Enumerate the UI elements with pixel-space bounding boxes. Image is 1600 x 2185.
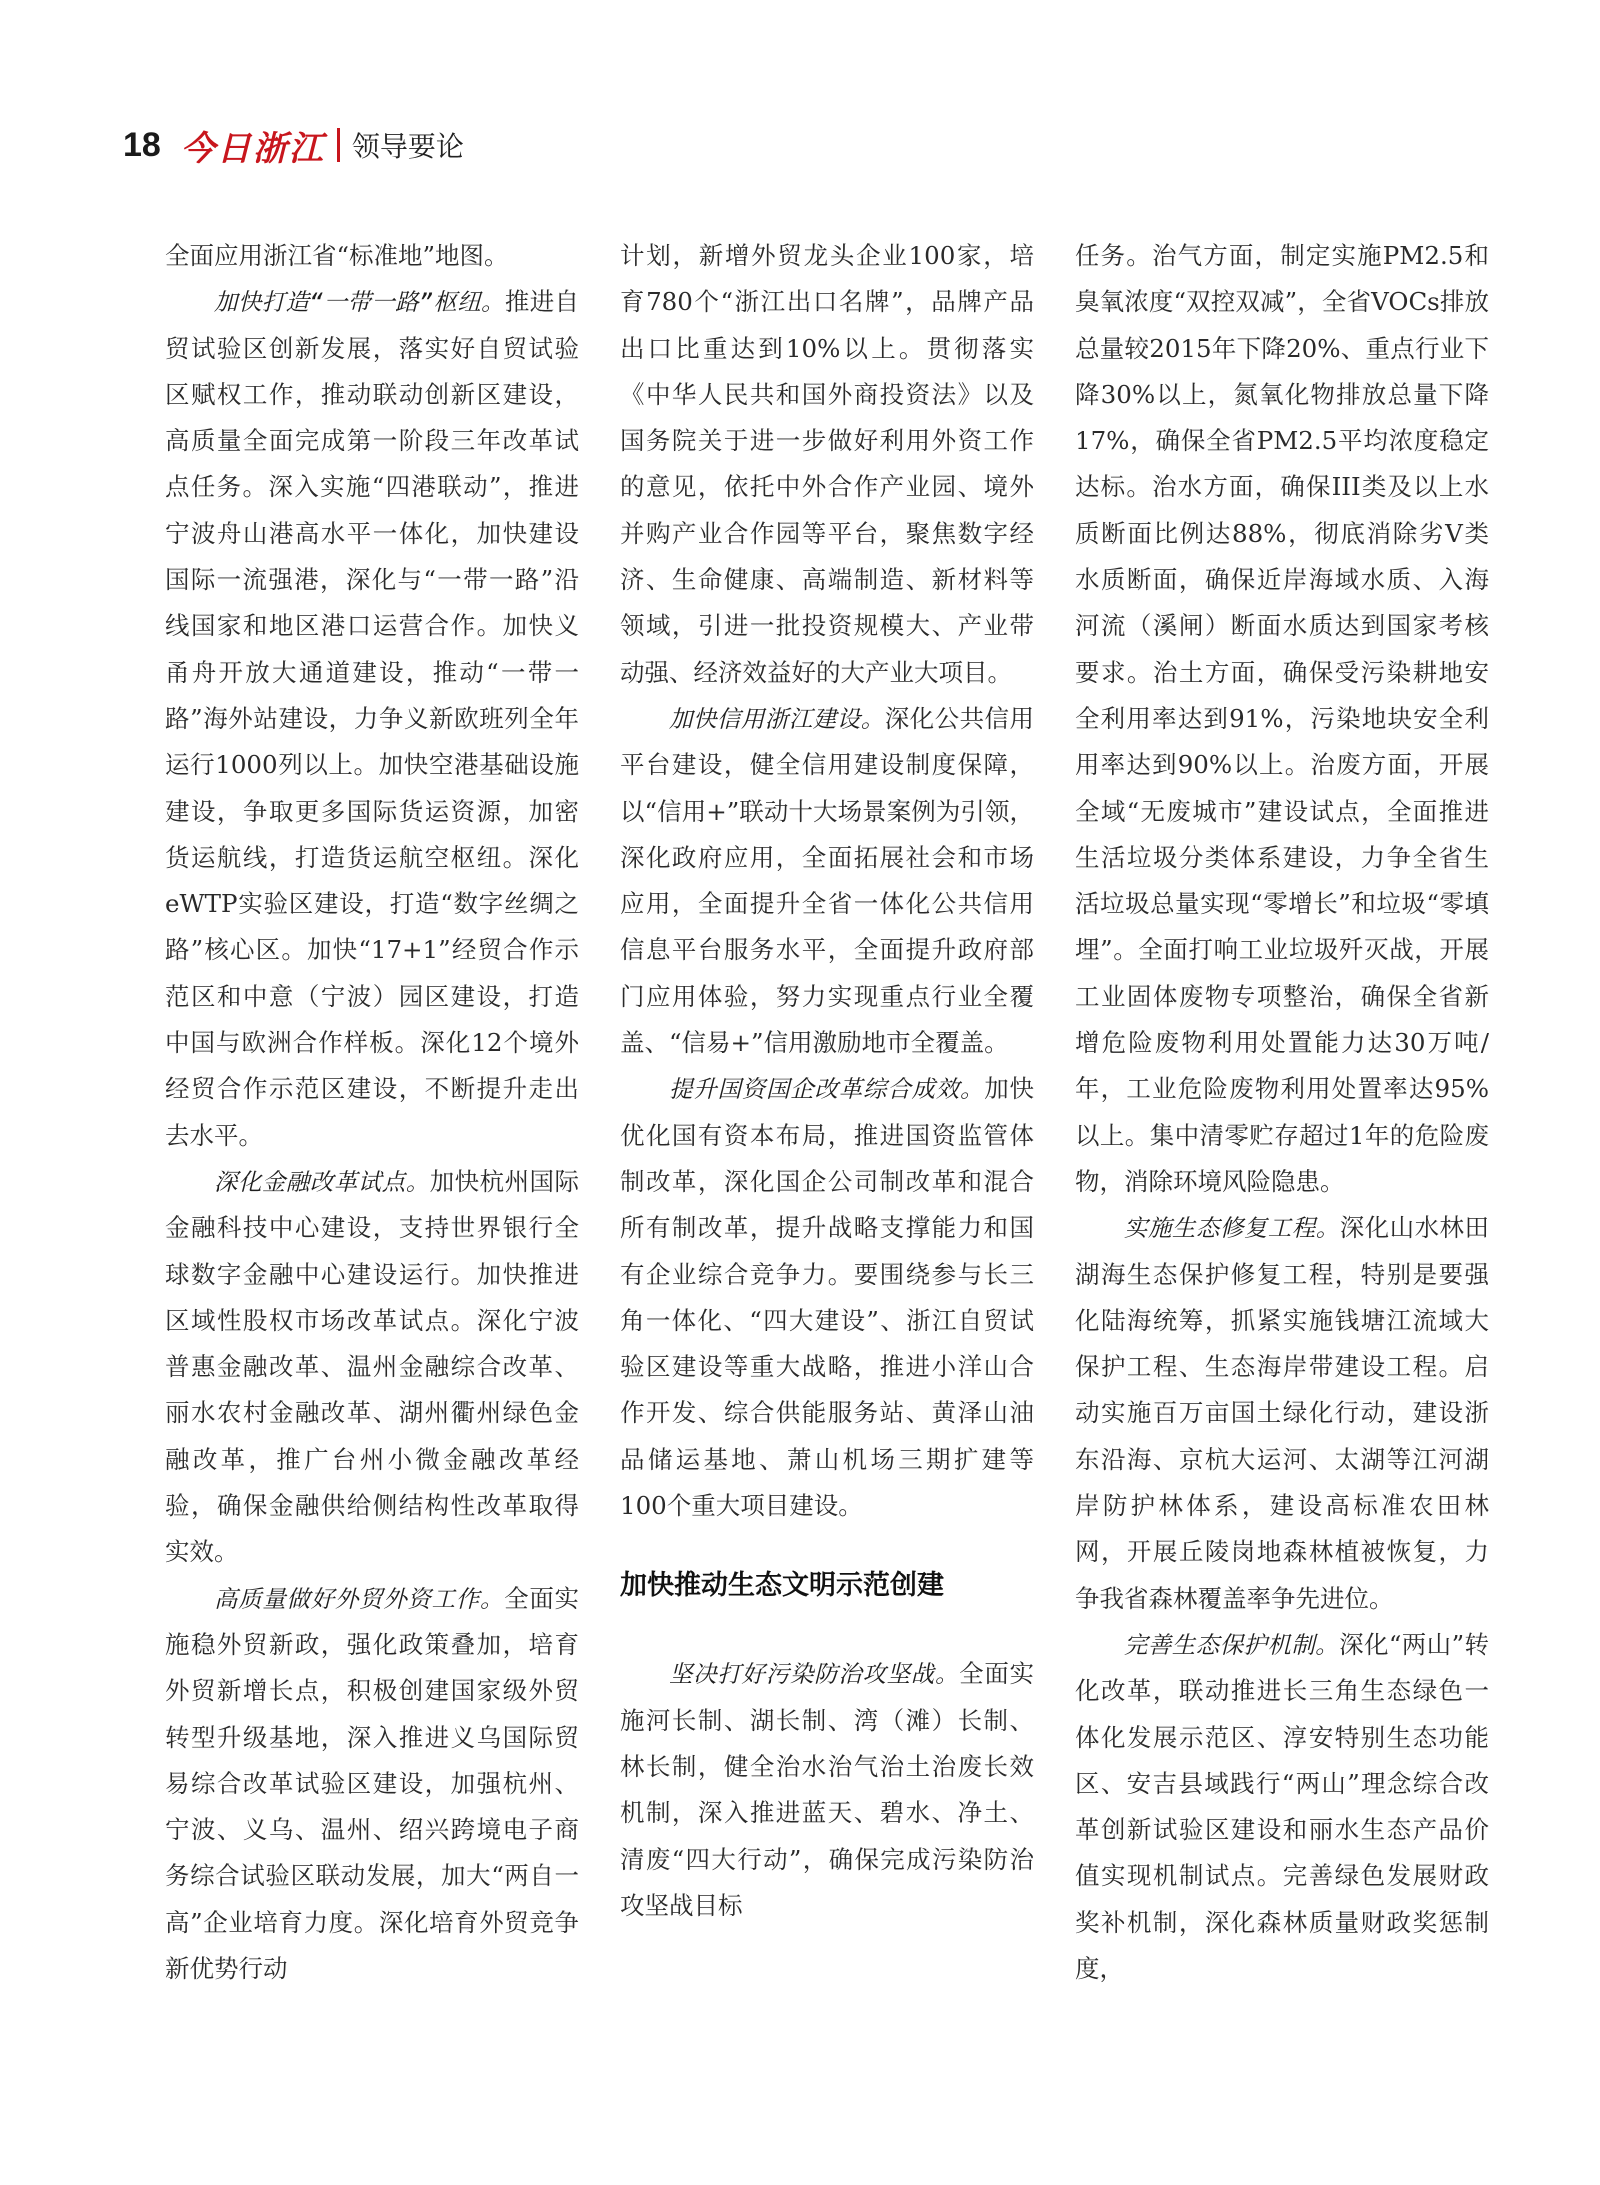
- text-column-1: [165, 233, 579, 1992]
- page-header: [123, 120, 464, 170]
- paragraph-lead: 深化金融改革试点。: [214, 1167, 430, 1196]
- magazine-logo: 今日浙江: [180, 128, 325, 169]
- paragraph-text: 加快杭州国际金融科技中心建设，支持世界银行全球数字金融中心建设运行。加快推进区域性股权市场改革试点。深化宁波普惠金融改革、温州金融综合改革、丽水农村金融改革、湖州衢州绿色金融改革，推广台州小微金融改革经验，确保金融供给侧结构性改革取得实效。: [165, 1166, 580, 1567]
- paragraph-text: 深化山水林田湖海生态保护修复工程，特别是要强化陆海统筹，抓紧实施钱塘江流域大保护工程、生态海岸带建设工程。启动实施百万亩国土绿化行动，建设浙东沿海、京杭大运河、太湖等江河湖岸防护林体系，建设高标准农田林网，开展丘陵岗地森林植被恢复，力争我省森林覆盖率争先进位。: [1075, 1213, 1490, 1613]
- paragraph-lead: 完善生态保护机制。: [1124, 1630, 1340, 1659]
- paragraph-text: 全面应用浙江省“标准地”地图。: [165, 241, 509, 270]
- page-number: 18: [123, 125, 161, 164]
- paragraph: [165, 1576, 579, 1993]
- paragraph-lead: 加快打造“一带一路”枢纽。: [214, 288, 505, 317]
- paragraph-text: 推进自贸试验区创新发展，落实好自贸试验区赋权工作，推动联动创新区建设，高质量全面完成第一阶段三年改革试点任务。深入实施“四港联动”，推进宁波舟山港高水平一体化，加快建设国际一流强港，深化与“一带一路”沿线国家和地区港口运营合作。加快义甬舟开放大通道建设，推动“一带一路”海外站建设，力争义新欧班列全年运行1000列以上。加快空港基础设施建设，争取更多国际货运资源，加密货运航线，打造货运航空枢纽。深化eWTP实验区建设，打造“数字丝绸之路”核心区。加快“17+1”经贸合作示范区和中意（宁波）园区建设，打造中国与欧洲合作样板。深化12个境外经贸合作示范区建设，不断提升走出去水平。: [165, 287, 580, 1150]
- paragraph-text: 全面实施河长制、湖长制、湾（滩）长制、林长制，健全治水治气治土治废长效机制，深入推进蓝天、碧水、净土、清废“四大行动”，确保完成污染防治攻坚战目标: [620, 1659, 1035, 1920]
- paragraph-text: 全面实施稳外贸新政，强化政策叠加，培育外贸新增长点，积极创建国家级外贸转型升级基地，深入推进义乌国际贸易综合改革试验区建设，加强杭州、宁波、义乌、温州、绍兴跨境电子商务综合试验区联动发展，加大“两自一高”企业培育力度。深化培育外贸竞争新优势行动: [165, 1583, 580, 1983]
- paragraph: [165, 279, 579, 1159]
- paragraph-text: 深化“两山”转化改革，联动推进长三角生态绿色一体化发展示范区、淳安特别生态功能区、安吉县域践行“两山”理念综合改革创新试验区建设和丽水生态产品价值实现机制试点。完善绿色发展财政奖补机制，深化森林质量财政奖惩制度，: [1075, 1629, 1489, 1983]
- paragraph: [165, 1159, 579, 1576]
- paragraph-lead: 实施生态修复工程。: [1124, 1214, 1340, 1243]
- paragraph: [620, 696, 1034, 1066]
- paragraph: [620, 233, 1034, 696]
- paragraph-text: 深化公共信用平台建设，健全信用建设制度保障，以“信用+”联动十大场景案例为引领，深化政府应用，全面拓展社会和市场应用，全面提升全省一体化公共信用信息平台服务水平，全面提升政府部门应用体验，努力实现重点行业全覆盖、“信易+”信用激励地市全覆盖。: [620, 703, 1035, 1058]
- text-column-3: [1075, 233, 1489, 1992]
- text-column-2: [620, 233, 1034, 1929]
- section-label: 领导要论: [351, 130, 464, 163]
- section-heading: 加快推动生态文明示范创建: [620, 1570, 944, 1602]
- paragraph-text: 任务。治气方面，制定实施PM2.5和臭氧浓度“双控双减”，全省VOCs排放总量较2015年下降20%、重点行业下降30%以上，氮氧化物排放总量下降17%，确保全省PM2.5平均浓度稳定达标。治水方面，确保III类及以上水质断面比例达88%，彻底消除劣V类水质断面，确保近岸海域水质、入海河流（溪闸）断面水质达到国家考核要求。治土方面，确保受污染耕地安全利用率达到91%，污染地块安全利用率达到90%以上。治废方面，开展全域“无废城市”建设试点，全面推进生活垃圾分类体系建设，力争全省生活垃圾总量实现“零增长”和垃圾“零填埋”。全面打响工业垃圾歼灭战，开展工业固体废物专项整治，确保全省新增危险废物利用处置能力达30万吨/年，工业危险废物利用处置率达95%以上。集中清零贮存超过1年的危险废物，消除环境风险隐患。: [1075, 241, 1489, 1196]
- header-divider: [337, 128, 340, 162]
- paragraph-lead: 提升国资国企改革综合成效。: [669, 1075, 985, 1104]
- paragraph: [1075, 1205, 1489, 1622]
- paragraph: [620, 1066, 1034, 1529]
- paragraph: [1075, 1622, 1489, 1992]
- paragraph-text: 加快优化国有资本布局，推进国资监管体制改革，深化国企公司制改革和混合所有制改革，提升战略支撑能力和国有企业综合竞争力。要围绕参与长三角一体化、“四大建设”、浙江自贸试验区建设等重大战略，推进小洋山合作开发、综合供能服务站、黄泽山油品储运基地、萧山机场三期扩建等100个重大项目建设。: [620, 1074, 1034, 1521]
- paragraph-lead: 坚决打好污染防治攻坚战。: [669, 1660, 960, 1689]
- paragraph-lead: 加快信用浙江建设。: [669, 704, 885, 733]
- paragraph: [620, 1651, 1034, 1929]
- paragraph-text: 计划，新增外贸龙头企业100家，培育780个“浙江出口名牌”，品牌产品出口比重达到10%以上。贯彻落实《中华人民共和国外商投资法》以及国务院关于进一步做好利用外资工作的意见，依托中外合作产业园、境外并购产业合作园等平台，聚焦数字经济、生命健康、高端制造、新材料等领域，引进一批投资规模大、产业带动强、经济效益好的大产业大项目。: [620, 241, 1034, 687]
- paragraph: [1075, 233, 1489, 1205]
- paragraph-lead: 高质量做好外贸外资工作。: [214, 1584, 505, 1613]
- paragraph: [165, 233, 579, 279]
